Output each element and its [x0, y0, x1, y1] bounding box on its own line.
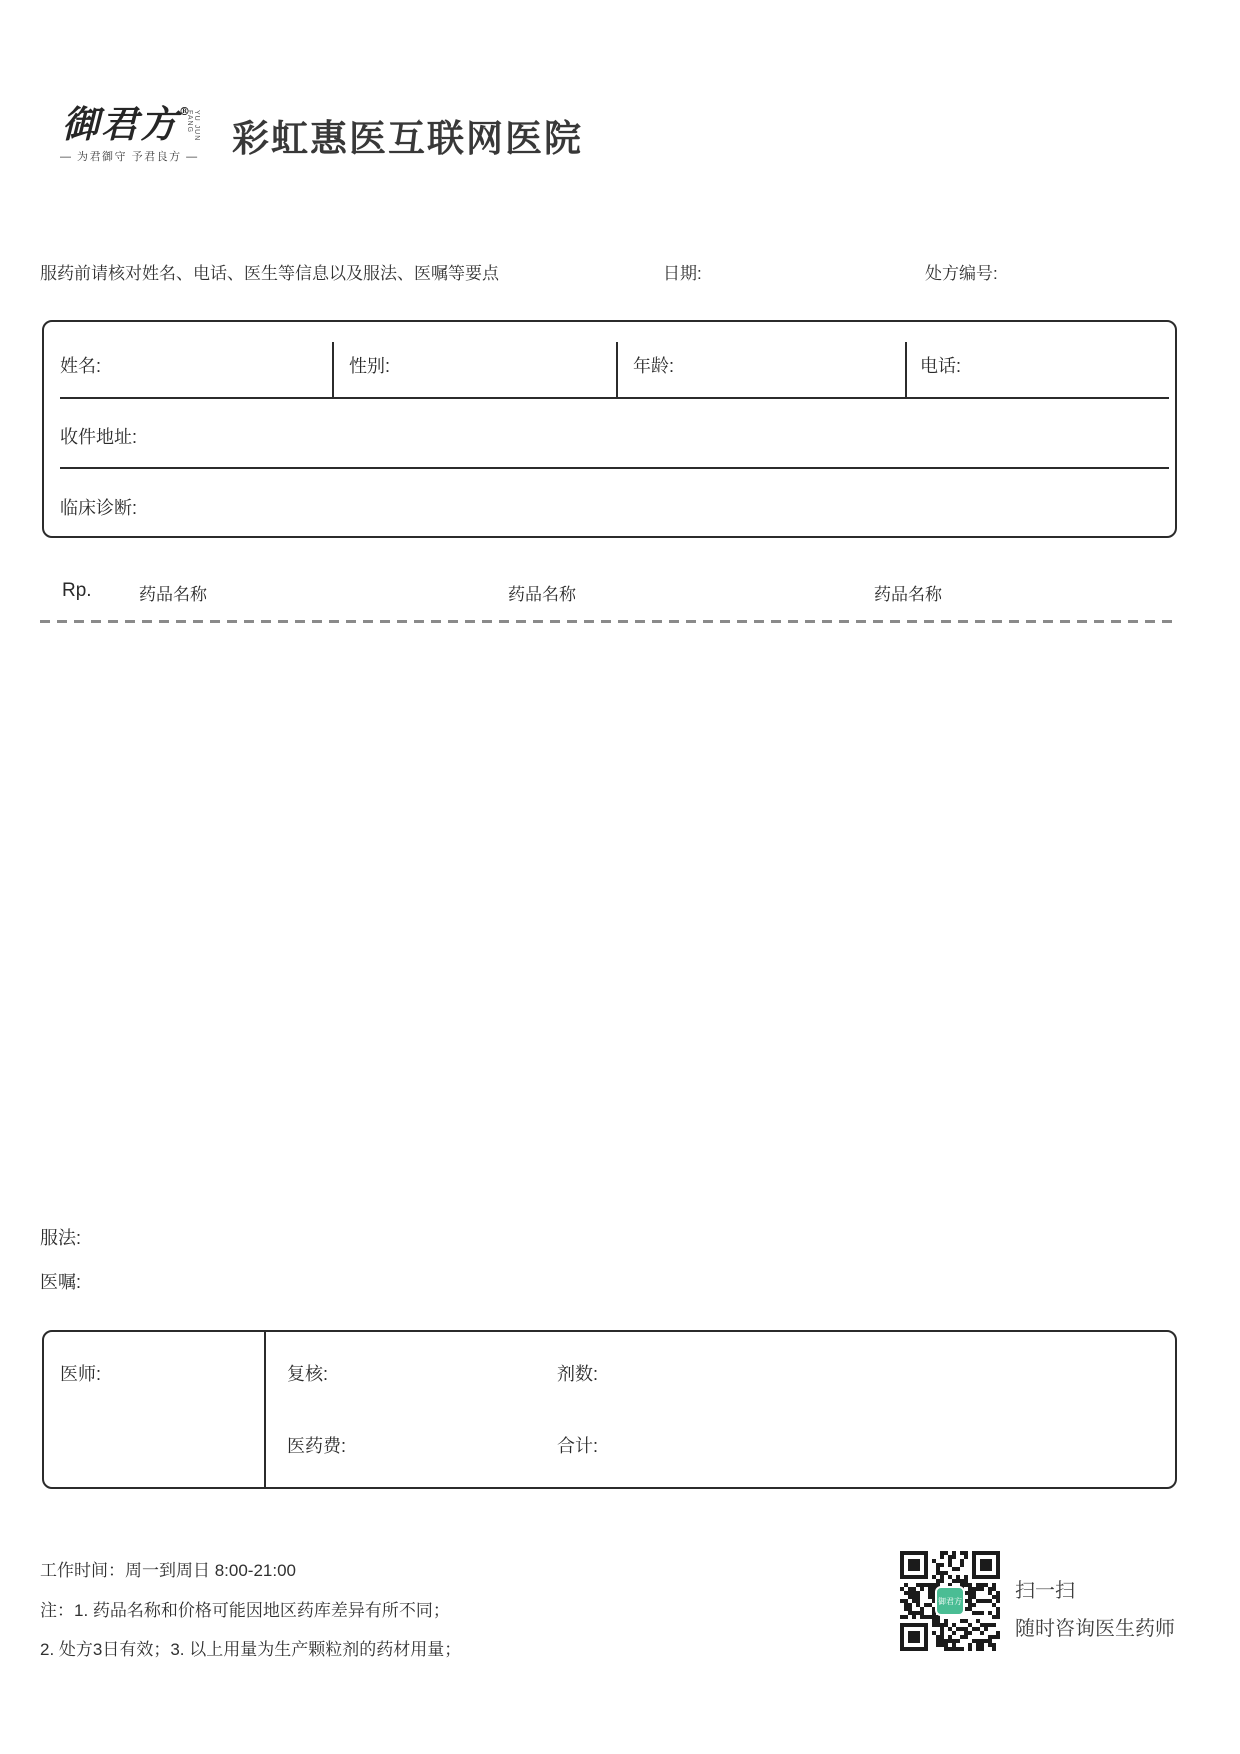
note-line-1: 注：1. 药品名称和价格可能因地区药库差异有所不同；	[40, 1601, 450, 1620]
rp-label: Rp.	[62, 580, 92, 601]
verification-notice: 服药前请核对姓名、电话、医生等信息以及服法、医嘱等要点	[40, 264, 499, 283]
patient-info-box	[42, 320, 1177, 538]
rp-header-row	[0, 580, 1240, 606]
patient-phone-label: 电话:	[920, 356, 962, 376]
divider	[264, 1332, 266, 1487]
patient-address-label: 收件地址:	[60, 427, 138, 447]
review-label: 复核:	[287, 1364, 329, 1384]
divider	[332, 342, 334, 399]
qr-caption-consult: 随时咨询医生药师	[1015, 1618, 1175, 1640]
doses-label: 剂数:	[557, 1364, 599, 1384]
divider	[616, 342, 618, 399]
notice-row	[0, 259, 1240, 283]
qr-code	[900, 1551, 1000, 1651]
date-label: 日期:	[663, 264, 702, 283]
total-label: 合计:	[557, 1436, 599, 1456]
work-hours-text: 工作时间：周一到周日 8:00-21:00	[40, 1561, 297, 1580]
medicine-column-header: 药品名称	[874, 585, 942, 604]
page-title: 彩虹惠医互联网医院	[232, 118, 583, 159]
brand-logo-text: 御君方	[62, 102, 179, 146]
divider	[60, 397, 1169, 399]
doctor-fee-box	[42, 1330, 1177, 1489]
advice-label: 医嘱:	[40, 1272, 82, 1292]
usage-label: 服法:	[40, 1228, 82, 1248]
fee-label: 医药费:	[287, 1436, 347, 1456]
patient-name-label: 姓名:	[60, 356, 102, 376]
registered-mark-icon: ®	[179, 105, 190, 118]
brand-tagline: — 为君御守 予君良方 —	[60, 151, 199, 163]
note-line-2: 2. 处方3日有效；3. 以上用量为生产颗粒剂的药材用量；	[40, 1640, 462, 1659]
rx-number-label: 处方编号:	[925, 264, 998, 283]
divider	[905, 342, 907, 399]
doctor-label: 医师:	[60, 1364, 102, 1384]
medicine-column-header: 药品名称	[139, 585, 207, 604]
patient-diagnosis-label: 临床诊断:	[60, 498, 138, 518]
medicine-column-header: 药品名称	[508, 585, 576, 604]
patient-gender-label: 性别:	[349, 356, 391, 376]
patient-age-label: 年龄:	[633, 356, 675, 376]
dashed-separator	[40, 620, 1172, 623]
qr-caption-scan: 扫一扫	[1015, 1580, 1075, 1602]
divider	[60, 467, 1169, 469]
brand-logo-vertical-text: YU JUN FANG	[186, 110, 200, 142]
qr-center-logo: 御君方	[935, 1586, 965, 1616]
